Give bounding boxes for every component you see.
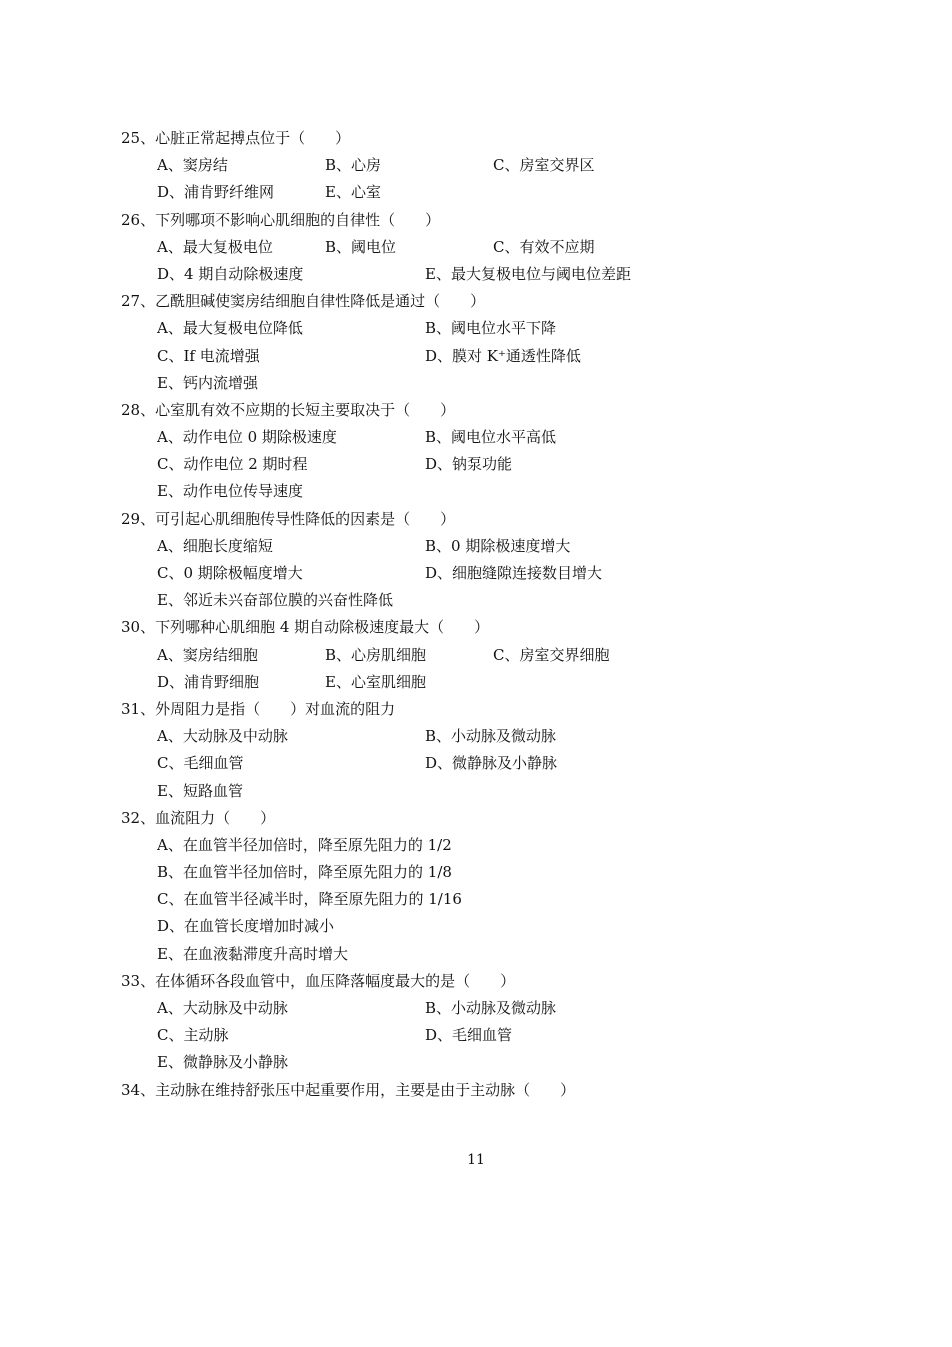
option: E、邻近未兴奋部位膜的兴奋性降低: [157, 591, 393, 610]
option: C、房室交界细胞: [493, 645, 610, 664]
option: A、窦房结细胞: [157, 645, 258, 664]
option-row: [121, 723, 841, 750]
option-row: [121, 478, 841, 505]
option-row: [121, 642, 841, 669]
option-row: [121, 832, 841, 859]
question-stem: 27、乙酰胆碱使窦房结细胞自律性降低是通过（ ）: [121, 292, 486, 311]
option: D、4 期自动除极速度: [157, 264, 304, 283]
option-row: [121, 859, 841, 886]
question-stem: 34、主动脉在维持舒张压中起重要作用，主要是由于主动脉（ ）: [121, 1080, 576, 1099]
option: D、膜对 K⁺通透性降低: [425, 346, 581, 365]
question-stem: 30、下列哪种心肌细胞 4 期自动除极速度最大（ ）: [121, 618, 490, 637]
option: D、浦肯野纤维网: [157, 183, 275, 202]
option-row: [121, 343, 841, 370]
option: A、动作电位 0 期除极速度: [157, 428, 337, 447]
question-stem: 32、血流阻力（ ）: [121, 808, 276, 827]
option-row: [121, 778, 841, 805]
option: E、心室: [325, 183, 381, 202]
option: A、细胞长度缩短: [157, 536, 273, 555]
option: B、心房: [325, 156, 382, 175]
option: A、最大复极电位降低: [157, 319, 303, 338]
option: A、大动脉及中动脉: [157, 727, 288, 746]
option-row: [121, 669, 841, 696]
question-stem: 33、在体循环各段血管中，血压降落幅度最大的是（ ）: [121, 971, 516, 990]
option: B、在血管半径加倍时，降至原先阻力的 1/8: [157, 863, 452, 882]
option: D、浦肯野细胞: [157, 672, 260, 691]
option-row: [121, 451, 841, 478]
option-row: [121, 179, 841, 206]
option: C、动作电位 2 期时程: [157, 455, 308, 474]
option: B、阈电位水平下降: [425, 319, 557, 338]
option: C、If 电流增强: [157, 346, 260, 365]
question-stem: 26、下列哪项不影响心肌细胞的自律性（ ）: [121, 210, 441, 229]
option: C、主动脉: [157, 1026, 229, 1045]
option: A、在血管半径加倍时，降至原先阻力的 1/2: [157, 835, 452, 854]
option: D、细胞缝隙连接数目增大: [425, 564, 603, 582]
option: E、微静脉及小静脉: [157, 1053, 288, 1072]
question-stem: 29、可引起心肌细胞传导性降低的因素是（ ）: [121, 509, 456, 528]
option-row: [121, 587, 841, 614]
option-row: [121, 913, 841, 940]
option: D、微静脉及小静脉: [425, 754, 558, 773]
question-stem: 28、心室肌有效不应期的长短主要取决于（ ）: [121, 400, 456, 419]
option: C、毛细血管: [157, 754, 244, 773]
option-row: [121, 1022, 841, 1049]
option: A、最大复极电位: [157, 237, 273, 256]
option-row: [121, 152, 841, 179]
option: A、窦房结: [157, 156, 228, 175]
option-row: [121, 941, 841, 968]
option: B、0 期除极速度增大: [425, 536, 571, 555]
option: D、毛细血管: [425, 1026, 513, 1045]
option: B、阈电位水平高低: [425, 428, 557, 447]
option: E、钙内流增强: [157, 373, 258, 392]
option: E、在血液黏滞度升高时增大: [157, 944, 348, 963]
option-row: [121, 370, 841, 397]
option: B、小动脉及微动脉: [425, 999, 557, 1017]
option-row: [121, 886, 841, 913]
question-stem: 25、心脏正常起搏点位于（ ）: [121, 129, 351, 147]
option: A、大动脉及中动脉: [157, 999, 288, 1017]
question-stem: 31、外周阻力是指（ ）对血流的阻力: [121, 699, 396, 718]
question-list: [121, 125, 841, 1104]
option: B、心房肌细胞: [325, 645, 427, 664]
option: C、房室交界区: [493, 156, 595, 175]
option: C、在血管半径减半时，降至原先阻力的 1/16: [157, 890, 462, 909]
option: E、心室肌细胞: [325, 672, 426, 691]
option: E、最大复极电位与阈电位差距: [425, 264, 631, 283]
option: B、阈电位: [325, 237, 397, 256]
option-row: [121, 995, 841, 1022]
option-row: [121, 750, 841, 777]
option: E、短路血管: [157, 781, 243, 800]
option-row: [121, 424, 841, 451]
option-row: [121, 234, 841, 261]
option-row: [121, 1049, 841, 1076]
option: E、动作电位传导速度: [157, 482, 303, 501]
option-row: [121, 261, 841, 288]
option-row: [121, 315, 841, 342]
page-number: 11: [467, 1152, 485, 1168]
option: B、小动脉及微动脉: [425, 727, 557, 746]
option-row: [121, 533, 841, 560]
option-row: [121, 560, 841, 587]
option: D、钠泵功能: [425, 455, 513, 474]
option: C、0 期除极幅度增大: [157, 564, 303, 582]
option: C、有效不应期: [493, 237, 595, 256]
option: D、在血管长度增加时减小: [157, 917, 335, 936]
